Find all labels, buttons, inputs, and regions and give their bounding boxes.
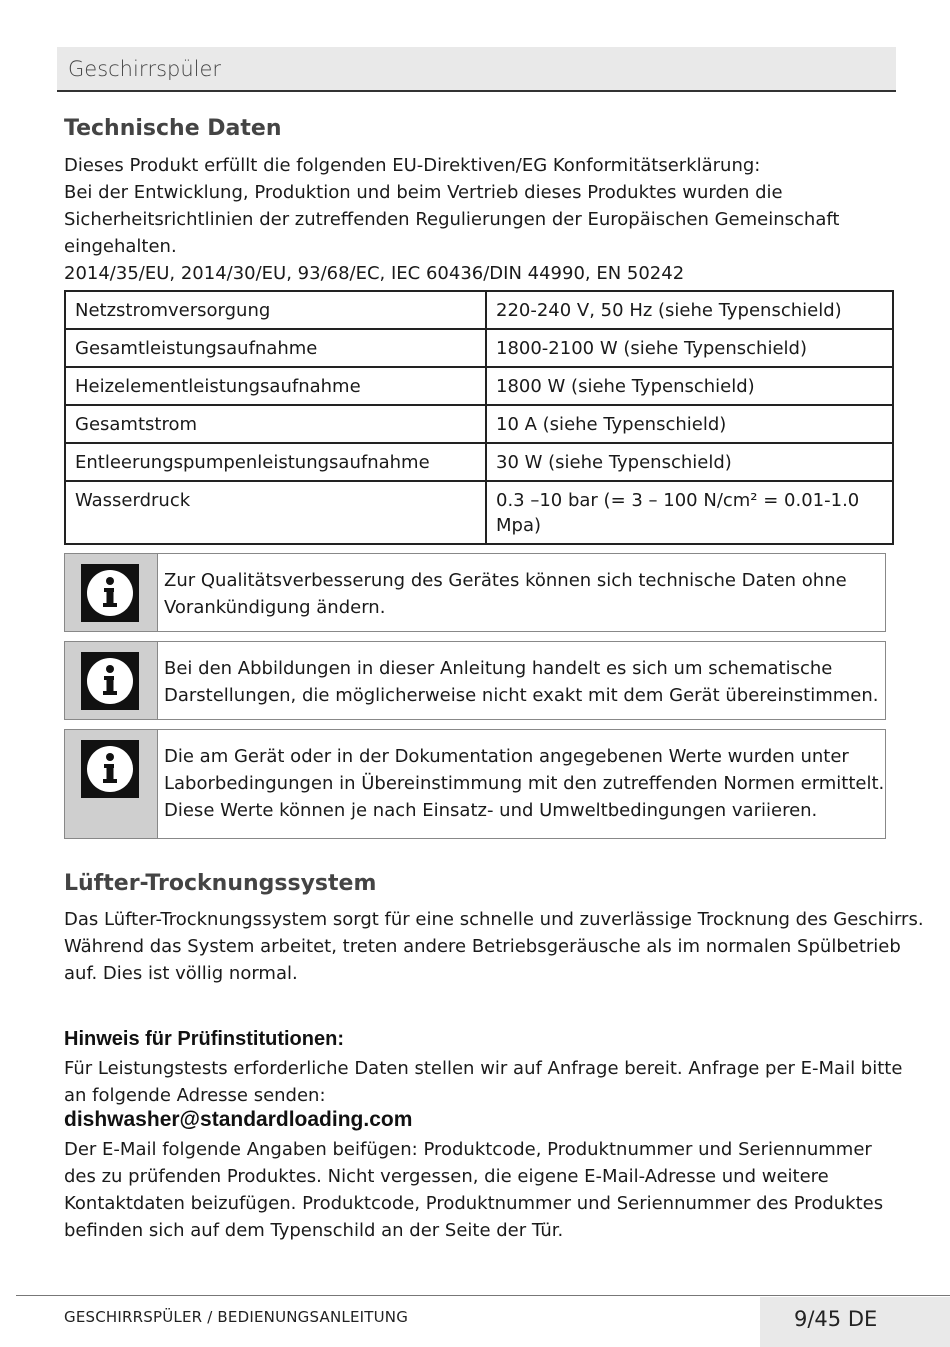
table-row bbox=[65, 291, 893, 329]
email-address[interactable]: dishwasher@standardloading.com bbox=[64, 1108, 413, 1131]
paragraph-line: Für Leistungstests erforderliche Daten stellen wir auf Anfrage bereit. Anfrage per E-Mail bitte bbox=[64, 1058, 903, 1079]
spec-key: Gesamtstrom bbox=[65, 405, 486, 443]
spec-value: 0.3 –10 bar (= 3 – 100 N/cm² = 0.01-1.0 Mpa) bbox=[486, 481, 893, 544]
spec-key: Entleerungspumpenleistungsaufnahme bbox=[65, 443, 486, 481]
hint-heading: Hinweis für Prüfinstitutionen: bbox=[64, 1028, 344, 1050]
table-row bbox=[65, 405, 893, 443]
paragraph-line: Kontaktdaten beizufügen. Produktcode, Produktnummer und Seriennummer des Produktes bbox=[64, 1193, 884, 1214]
intro-line: 2014/35/EU, 2014/30/EU, 93/68/EC, IEC 60436/DIN 44990, EN 50242 bbox=[64, 263, 685, 284]
note-line: Die am Gerät oder in der Dokumentation angegebenen Werte wurden unter bbox=[164, 746, 849, 767]
header-band bbox=[57, 47, 896, 92]
note-line: Bei den Abbildungen in dieser Anleitung handelt es sich um schematische bbox=[164, 658, 833, 679]
spec-value: 1800 W (siehe Typenschield) bbox=[486, 367, 893, 405]
spec-value: 1800-2100 W (siehe Typenschield) bbox=[486, 329, 893, 367]
note-line: Zur Qualitätsverbesserung des Gerätes können sich technische Daten ohne bbox=[164, 570, 847, 591]
spec-key: Heizelementleistungsaufnahme bbox=[65, 367, 486, 405]
note-text bbox=[158, 730, 890, 838]
section-heading-technische-daten: Technische Daten bbox=[64, 116, 282, 141]
paragraph-line: auf. Dies ist völlig normal. bbox=[64, 963, 298, 984]
paragraph-line: des zu prüfenden Produktes. Nicht vergessen, die eigene E-Mail-Adresse und weitere bbox=[64, 1166, 829, 1187]
intro-paragraph bbox=[64, 152, 894, 287]
footer-divider bbox=[16, 1295, 950, 1296]
note-text bbox=[158, 554, 853, 631]
info-icon-cell bbox=[65, 554, 158, 631]
intro-line: Sicherheitsrichtlinien der zutreffenden Regulierungen der Europäischen Gemeinschaft bbox=[64, 209, 840, 230]
table-row bbox=[65, 481, 893, 544]
note-line: Vorankündigung ändern. bbox=[164, 597, 386, 618]
paragraph-line: an folgende Adresse senden: bbox=[64, 1085, 326, 1106]
paragraph-line: Während das System arbeitet, treten andere Betriebsgeräusche als im normalen Spülbetrieb bbox=[64, 936, 901, 957]
spec-value: 10 A (siehe Typenschield) bbox=[486, 405, 893, 443]
luefter-paragraph bbox=[64, 906, 924, 987]
table-row bbox=[65, 329, 893, 367]
intro-line: eingehalten. bbox=[64, 236, 177, 257]
note-line: Diese Werte können je nach Einsatz- und Umweltbedingungen variieren. bbox=[164, 800, 818, 821]
spec-key: Netzstromversorgung bbox=[65, 291, 486, 329]
spec-value: 30 W (siehe Typenschield) bbox=[486, 443, 893, 481]
intro-line: Dieses Produkt erfüllt die folgenden EU-Direktiven/EG Konformitätserklärung: bbox=[64, 155, 761, 176]
section-heading-luefter: Lüfter-Trocknungssystem bbox=[64, 871, 377, 896]
paragraph-line: befinden sich auf dem Typenschild an der Seite der Tür. bbox=[64, 1220, 564, 1241]
info-icon-cell bbox=[65, 642, 158, 719]
footer-title: GESCHIRRSPÜLER / BEDIENUNGSANLEITUNG bbox=[64, 1308, 409, 1326]
info-icon bbox=[81, 740, 139, 798]
intro-line: Bei der Entwicklung, Produktion und beim Vertrieb dieses Produktes wurden die bbox=[64, 182, 783, 203]
info-icon-cell bbox=[65, 730, 158, 838]
info-note bbox=[64, 641, 886, 720]
table-row bbox=[65, 443, 893, 481]
spec-key: Wasserdruck bbox=[65, 481, 486, 544]
info-icon bbox=[81, 652, 139, 710]
info-note bbox=[64, 729, 886, 839]
paragraph-line: Der E-Mail folgende Angaben beifügen: Produktcode, Produktnummer und Seriennummer bbox=[64, 1139, 872, 1160]
spec-key: Gesamtleistungsaufnahme bbox=[65, 329, 486, 367]
paragraph-line: Das Lüfter-Trocknungssystem sorgt für eine schnelle und zuverlässige Trocknung des Geschirrs. bbox=[64, 909, 924, 930]
hint-paragraph-after bbox=[64, 1136, 894, 1244]
page-number: 9/45 DE bbox=[794, 1307, 878, 1331]
header-title: Geschirrspüler bbox=[68, 57, 222, 81]
info-icon bbox=[81, 564, 139, 622]
note-line: Laborbedingungen in Übereinstimmung mit den zutreffenden Normen ermittelt. bbox=[164, 773, 885, 794]
spec-value: 220-240 V, 50 Hz (siehe Typenschield) bbox=[486, 291, 893, 329]
note-text bbox=[158, 642, 884, 719]
hint-paragraph-before bbox=[64, 1055, 903, 1109]
note-line: Darstellungen, die möglicherweise nicht exakt mit dem Gerät übereinstimmen. bbox=[164, 685, 879, 706]
table-row bbox=[65, 367, 893, 405]
info-note bbox=[64, 553, 886, 632]
spec-table bbox=[64, 290, 894, 545]
